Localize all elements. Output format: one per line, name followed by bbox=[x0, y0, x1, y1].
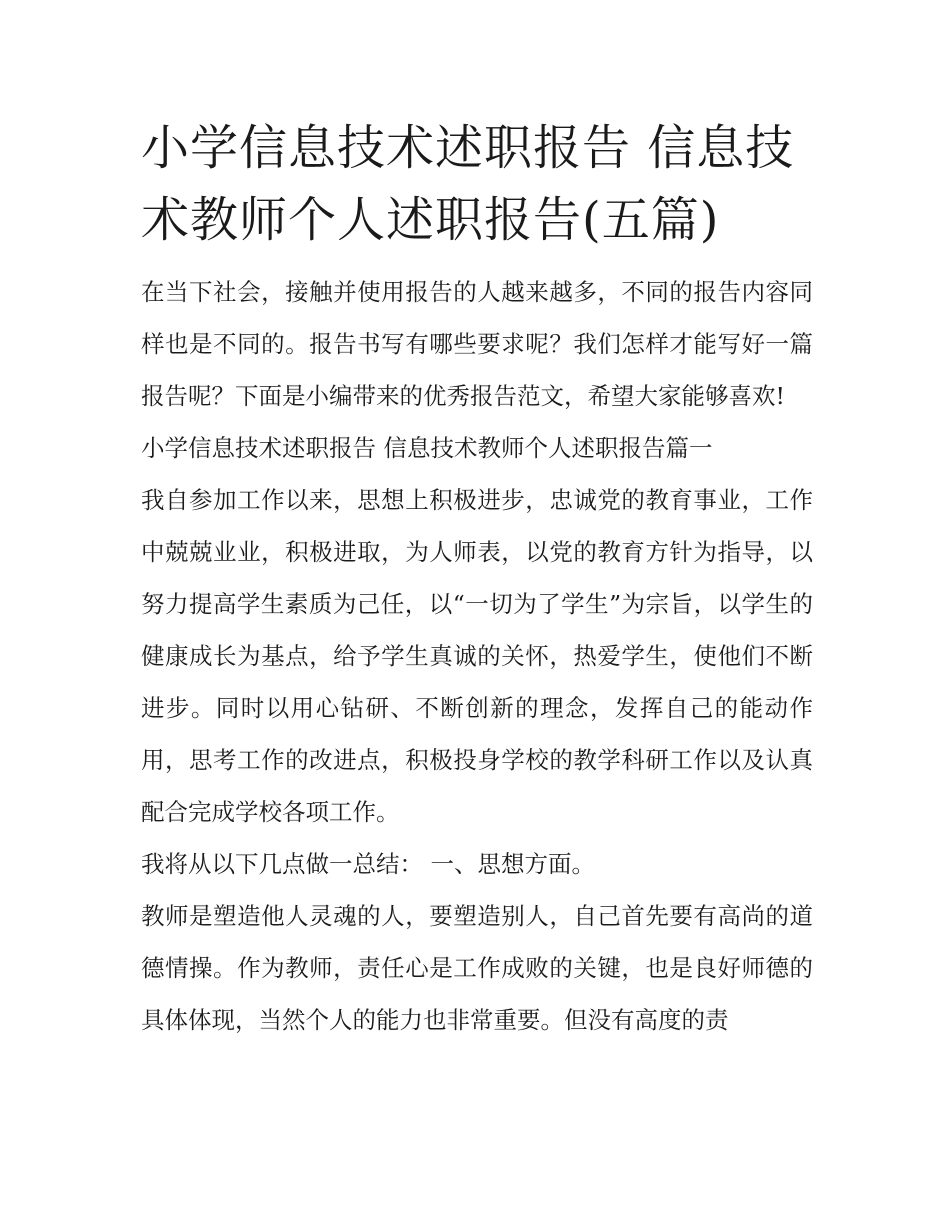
intro-paragraph: 在当下社会，接触并使用报告的人越来越多，不同的报告内容同样也是不同的。报告书写有哪些要求呢？我们怎样才能写好一篇报告呢？下面是小编带来的优秀报告范文，希望大家能够喜欢! bbox=[141, 278, 813, 410]
document-title: 小学信息技术述职报告 信息技术教师个人述职报告(五篇) bbox=[141, 120, 795, 248]
section-heading: 小学信息技术述职报告 信息技术教师个人述职报告篇一 bbox=[141, 434, 713, 462]
summary-paragraph: 我将从以下几点做一总结： 一、思想方面。 bbox=[141, 850, 595, 878]
document-content bbox=[141, 112, 813, 1046]
body-paragraph: 我自参加工作以来，思想上积极进步，忠诚党的教育事业，工作中兢兢业业，积极进取，为人师表，以党的教育方针为指导，以努力提高学生素质为己任，以“一切为了学生”为宗旨，以学生的健康成长为基点，给予学生真诚的关怀，热爱学生，使他们不断进步。同时以用心钻研、不断创新的理念，发挥自己的能动作用，思考工作的改进点，积极投身学校的教学科研工作以及认真配合完成学校各项工作。 bbox=[141, 486, 813, 826]
document-body bbox=[141, 266, 813, 1046]
body-paragraph: 教师是塑造他人灵魂的人，要塑造别人，自己首先要有高尚的道德情操。作为教师，责任心是工作成败的关键，也是良好师德的具体体现，当然个人的能力也非常重要。但没有高度的责 bbox=[141, 902, 813, 1034]
